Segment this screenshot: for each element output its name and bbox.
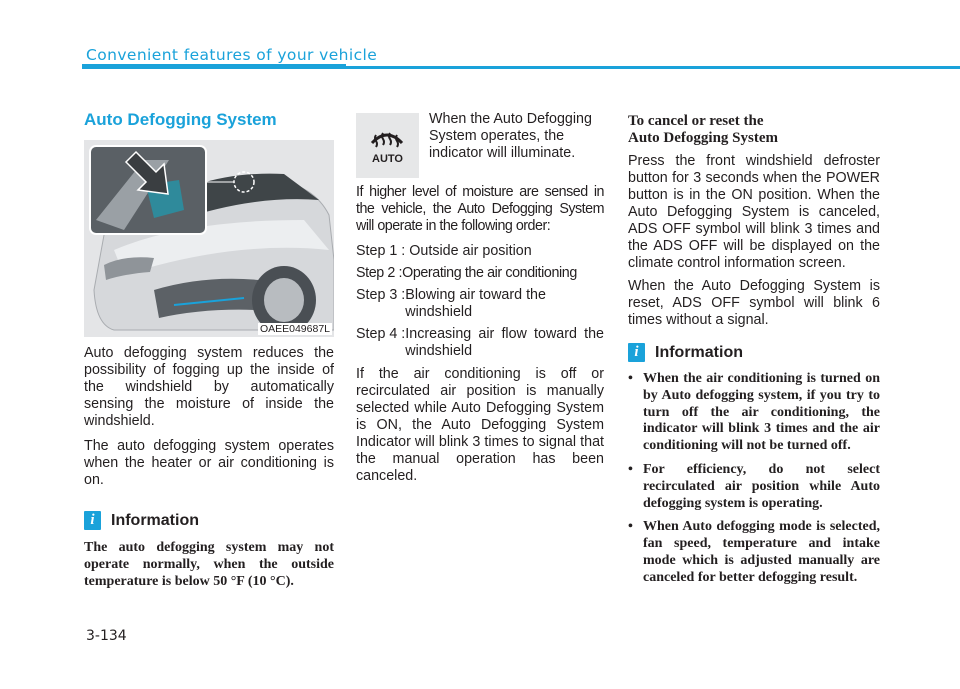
info-heading	[84, 511, 334, 530]
list-item: • When the air conditioning is turned on by Auto defogging system, if you try to turn off the air conditioning, the indicator will blink 3 times and the air conditioning will not be turned off.	[628, 371, 880, 455]
running-header: Convenient features of your vehicle	[86, 46, 378, 64]
step-item	[356, 326, 604, 360]
list-item: • For efficiency, do not select recirculated air position while Auto defogging system is operating.	[628, 462, 880, 512]
info-icon: i	[628, 343, 645, 362]
auto-defog-indicator-icon	[356, 113, 419, 178]
step-label: Step 3 :	[356, 287, 406, 303]
info-heading	[628, 343, 880, 362]
operation-paragraph: The auto defogging system operates when the heater or air conditioning is on.	[84, 438, 334, 488]
indicator-paragraph: When the Auto Defogging System operates, the indicator will illuminate.	[429, 111, 592, 161]
reset-paragraph: When the Auto Defogging System is reset, ADS OFF symbol will blink 6 times without a signal.	[628, 278, 880, 328]
manual-cancel-paragraph: If the air conditioning is off or recirculated air position is manually selected while Auto Defogging System is ON, the Auto Defogging System Indicator will blink 3 times to signal that the manual operation has been canceled.	[356, 366, 604, 484]
step-text: Outside air position	[409, 243, 532, 259]
intro-paragraph: Auto defogging system reduces the possibility of fogging up the inside of the windshield by automatically sensing the moisture of inside the windshield.	[84, 345, 334, 429]
step-text: Operating the air conditioning	[402, 265, 577, 281]
list-item: • When Auto defogging mode is selected, fan speed, temperature and intake mode which is adjusted manually are canceled for better defogging result.	[628, 519, 880, 586]
step-item	[356, 265, 604, 282]
middle-column	[356, 184, 604, 485]
right-column	[628, 113, 880, 594]
info-text: The auto defogging system may not operate normally, when the outside temperature is below 50 °F (10 °C).	[84, 540, 334, 589]
step-label: Step 4 :	[356, 326, 406, 342]
info-title: Information	[111, 511, 199, 529]
auto-label: AUTO	[372, 153, 403, 165]
step-item	[356, 287, 604, 321]
info-bullet-list	[628, 371, 880, 587]
step-text: Increasing air flow toward the windshield	[405, 326, 604, 359]
step-item	[356, 243, 604, 260]
section-title: Auto Defogging System	[84, 110, 277, 129]
step-list	[356, 243, 604, 360]
cancel-paragraph: Press the front windshield defroster button for 3 seconds when the POWER button is in the ON position. When the Auto Defogging System is canceled, ADS OFF symbol will blink 3 times and the ADS OFF will be displayed on the climate control information screen.	[628, 153, 880, 271]
car-illustration	[84, 140, 334, 337]
left-column	[84, 345, 334, 590]
cancel-subtitle	[628, 113, 880, 147]
step-label: Step 2 :	[356, 265, 403, 281]
cancel-subtitle-line1: To cancel or reset the	[628, 113, 764, 129]
figure-code: OAEE049687L	[259, 323, 330, 335]
defog-symbol-icon	[356, 113, 419, 178]
cancel-subtitle-line2: Auto Defogging System	[628, 130, 778, 146]
info-title: Information	[655, 343, 743, 361]
indicator-text-block	[429, 111, 603, 162]
page-number: 3-134	[86, 628, 127, 644]
header-rule	[82, 66, 960, 69]
step-text: Blowing air toward the windshield	[405, 287, 546, 320]
moisture-paragraph: If higher level of moisture are sensed in the vehicle, the Auto Defogging System will operate in the following order:	[356, 184, 604, 234]
info-icon: i	[84, 511, 101, 530]
car-drawing	[84, 140, 334, 337]
step-label: Step 1 :	[356, 243, 406, 259]
